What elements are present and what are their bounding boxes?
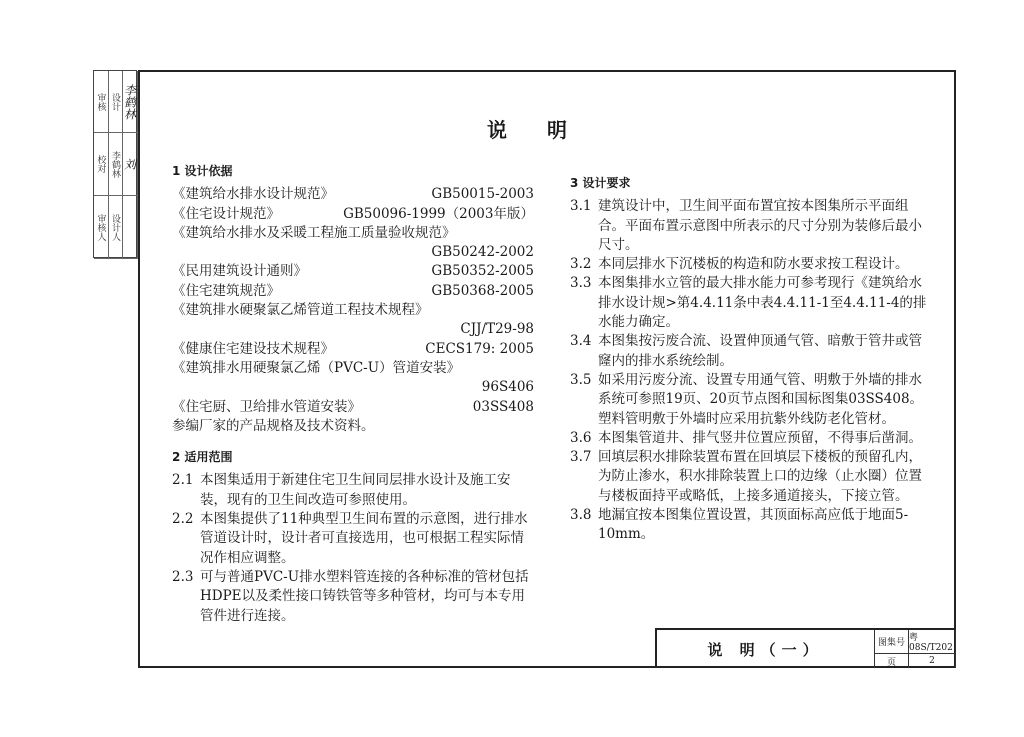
title-block [655,628,956,668]
reference-code: GB50368-2005 [431,282,534,299]
clause-item [570,255,932,274]
reference-name: 参编厂家的产品规格及技术资料。 [172,417,375,434]
title-block-meta [875,630,956,668]
clause-number: 3.3 [570,275,592,292]
clause-number: 2.1 [172,472,194,489]
strip-name: 李鹤林 [109,133,123,196]
atlas-number: 粤08S/T202 [909,630,956,654]
clause-text: 可与普通PVC-U排水塑料管连接的各种标准的管材包括HDPE以及柔性接口铸铁管等多种管材，均可与本专用管件进行连接。 [200,568,529,624]
clause-number: 3.5 [570,371,592,388]
reference-row [172,359,534,378]
section1-heading: 1 设计依据 [172,164,233,178]
strip-blank [123,196,138,259]
page-label: 页 [875,654,909,668]
left-column [172,162,534,626]
reference-row [172,282,534,301]
right-column [570,174,932,545]
clause-item [570,448,932,506]
approval-strip [93,70,137,258]
clause-number: 3.7 [570,449,592,466]
clause-text: 地漏宜按本图集位置设置，其顶面标高应低于地面5-10mm。 [598,507,909,543]
clause-text: 本图集提供了11种典型卫生间布置的示意图，进行排水管道设计时，设计者可直接选用，也可根据工程实际情况作相应调整。 [200,511,528,566]
clause-item [172,568,534,626]
reference-code: 03SS408 [472,398,534,415]
clause-number: 3.6 [570,429,592,446]
strip-label-reviewer: 审核人 [94,196,109,259]
clause-number: 2.2 [172,511,194,528]
signature-2: 刘 [123,133,138,196]
clause-number: 3.8 [570,507,592,524]
clause-item [172,510,534,568]
reference-row [172,205,534,224]
reference-name: 《建筑排水硬聚氯乙烯管道工程技术规程》 [172,302,429,319]
clause-number: 2.3 [172,568,194,585]
clause-item [570,429,932,448]
clause-item [172,471,534,510]
section3-items [570,197,932,544]
reference-row [172,185,534,204]
clause-text: 回填层积水排除装置布置在回填层下楼板的预留孔内，为防止渗水，积水排除装置上口的边缘（止水圈）位置与楼板面持平或略低，上接多通道接头，下接立管。 [598,449,922,504]
clause-text: 本图集排水立管的最大排水能力可参考现行《建筑给水排水设计规>第4.4.11条中表4.4.11-1至4.4.11-4的排水能力确定。 [598,275,927,331]
strip-label-designer: 设计 [109,71,123,133]
strip-label-design-person: 设计人 [109,196,123,259]
atlas-label: 图集号 [875,630,909,654]
reference-row [172,398,534,417]
section3-heading: 3 设计要求 [570,176,631,190]
clause-item [570,506,932,545]
drawing-frame [138,70,956,668]
reference-code: GB50096-1999（2003年版） [343,205,534,222]
clause-text: 建筑设计中，卫生间平面布置宜按本图集所示平面组合。平面布置示意图中所表示的尺寸分别为装修后最小尺寸。 [598,198,922,253]
reference-name: 《住宅厨、卫给排水管道安装》 [172,398,361,415]
reference-row [172,340,534,359]
reference-row [172,417,534,436]
reference-code: 96S406 [481,379,534,396]
clause-text: 本同层排水下沉楼板的构造和防水要求按工程设计。 [598,256,909,273]
reference-name: 《建筑给水排水设计规范》 [172,186,334,203]
reference-row [172,262,534,281]
clause-number: 3.2 [570,256,592,273]
page-number: 2 [909,654,956,668]
page-title: 说明 [487,118,607,142]
reference-name: 《民用建筑设计通则》 [172,263,307,280]
clause-item [570,371,932,429]
clause-number: 3.4 [570,333,592,350]
reference-row [172,301,534,320]
strip-label-review: 审核 [94,71,109,133]
title-block-title: 说 明（一） [657,630,875,668]
reference-code: GB50352-2005 [431,263,534,280]
signature-1: 李鹤林 [123,71,138,133]
reference-list [172,185,534,436]
strip-label-check: 校对 [94,133,109,196]
clause-item [570,332,932,371]
reference-code: CJJ/T29-98 [460,321,534,338]
reference-row [172,224,534,243]
reference-name: 《住宅设计规范》 [172,205,280,222]
clause-number: 3.1 [570,198,592,215]
clause-text: 本图集按污废合流、设置伸顶通气管、暗敷于管井或管窿内的排水系统绘制。 [598,333,922,369]
reference-name: 《住宅建筑规范》 [172,282,280,299]
reference-code: GB50242-2002 [431,244,534,261]
reference-code: CECS179: 2005 [425,340,534,357]
reference-name: 《健康住宅建设技术规程》 [172,340,334,357]
section2-heading: 2 适用范围 [172,450,233,465]
clause-item [570,197,932,255]
clause-item [570,274,932,332]
reference-row [172,243,534,262]
reference-name: 《建筑排水用硬聚氯乙烯（PVC-U）管道安装》 [172,359,461,376]
reference-code: GB50015-2003 [431,186,534,203]
reference-row [172,320,534,339]
clause-text: 如采用污废分流、设置专用通气管、明敷于外墙的排水系统可参照19页、20页节点图和国标图集03SS408。塑料管明敷于外墙时应采用抗紫外线防老化管材。 [598,371,924,427]
reference-name: 《建筑给水排水及采暖工程施工质量验收规范》 [172,224,456,241]
section2-items [172,471,534,625]
reference-row [172,378,534,397]
clause-text: 本图集管道井、排气竖井位置应预留，不得事后凿洞。 [598,429,922,446]
clause-text: 本图集适用于新建住宅卫生间同层排水设计及施工安装，现有的卫生间改造可参照使用。 [200,472,511,508]
